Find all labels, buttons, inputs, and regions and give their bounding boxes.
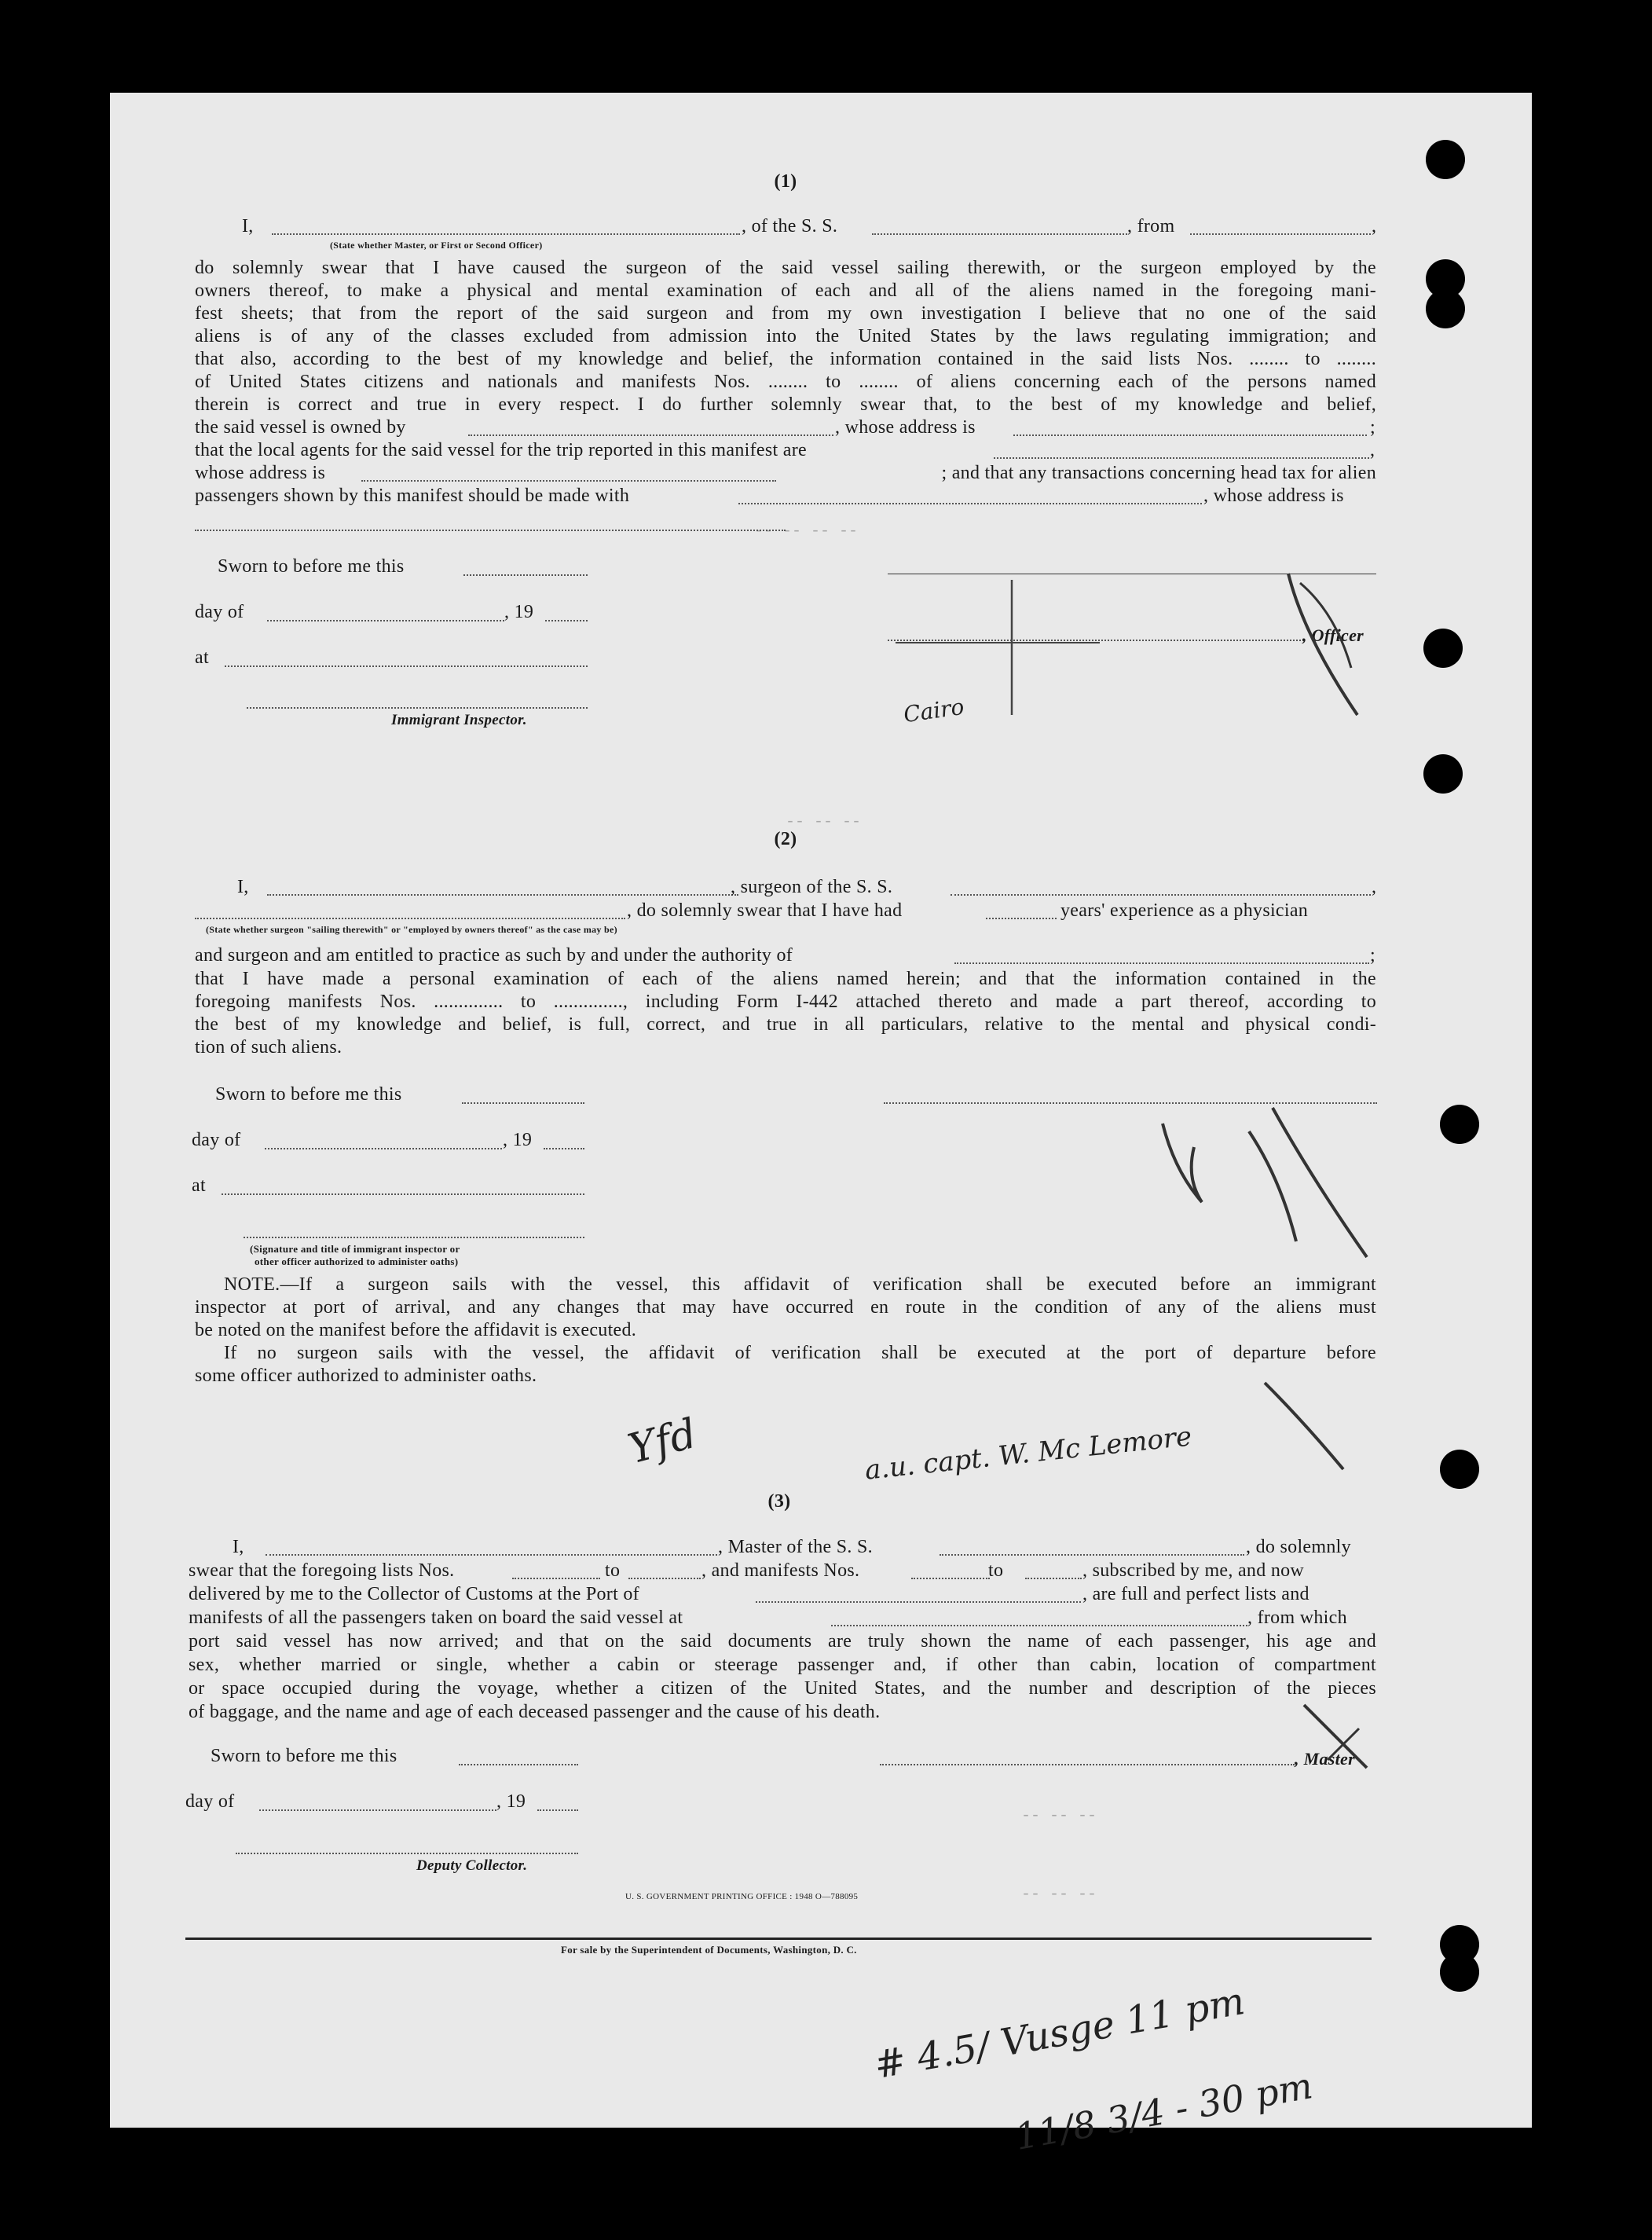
officer-rank-caption: (State whether Master, or First or Second Officer)	[330, 240, 543, 251]
at-label: at	[195, 647, 209, 668]
punch-hole	[1440, 1450, 1479, 1489]
pen-marks-1	[864, 550, 1383, 770]
section-2-heading: (2)	[774, 829, 797, 849]
to-label: to	[605, 1560, 621, 1581]
solemnly-swear-text: , do solemnly swear that I have had	[627, 900, 903, 921]
oath-text-line: sex, whether married or single, whether a cabin or steerage passenger and, if other than cabin, location of compartment	[189, 1655, 1376, 1675]
day-of-label: day of	[195, 602, 244, 622]
sworn-label: Sworn to before me this	[211, 1746, 397, 1766]
subscribed-label: , subscribed by me, and now	[1082, 1560, 1305, 1581]
oath-text-line: that also, according to the best of my knowledge and belief, the information contained in the said lists Nos. ........ to ........	[195, 349, 1376, 369]
comma: ,	[1370, 440, 1375, 460]
punch-hole	[1423, 629, 1463, 668]
comma: ,	[1372, 877, 1377, 897]
bleed-through-text: -- -- --	[1021, 1807, 1097, 1825]
embarkation-port-line	[831, 1625, 1247, 1626]
place-line	[225, 665, 588, 667]
bleed-through-text: -- -- --	[786, 813, 862, 831]
note-text-line: some officer authorized to administer oaths.	[195, 1366, 537, 1386]
years-line	[986, 918, 1057, 919]
whose-address-label: , whose address is	[1203, 486, 1344, 506]
of-the-ss-label: , of the S. S.	[742, 216, 838, 236]
punch-hole	[1423, 754, 1463, 794]
handwritten-note: Cairo	[902, 693, 966, 728]
authority-line	[954, 962, 1369, 964]
oath-text-line: of baggage, and the name and age of each deceased passenger and the cause of his death.	[189, 1702, 881, 1722]
comma: ,	[1372, 216, 1377, 236]
sworn-date-line	[463, 574, 588, 576]
inspector-signature-line	[247, 707, 588, 709]
whose-address-label: , whose address is	[835, 417, 976, 438]
section-3-heading: (3)	[767, 1491, 791, 1512]
oath-text-line: tion of such aliens.	[195, 1037, 342, 1058]
sworn-label: Sworn to before me this	[215, 1084, 402, 1105]
agents-line	[994, 457, 1369, 459]
handwritten-note: # 4.5/ Vusge 11 pm	[870, 1978, 1248, 2088]
sworn-date-line	[462, 1102, 584, 1104]
section-1-heading: (1)	[774, 171, 797, 192]
year-line	[544, 1148, 584, 1149]
authority-signature-line	[244, 1237, 584, 1238]
departure-port-line	[1190, 233, 1371, 235]
to-label: to	[988, 1560, 1004, 1581]
agent-address-line	[361, 480, 776, 482]
oath-text-line: therein is correct and true in every respect. I do further solemnly swear that, to the best of my knowledge and belief,	[195, 394, 1376, 415]
month-line	[265, 1148, 502, 1149]
inspector-title: Immigrant Inspector.	[391, 712, 527, 728]
head-tax-text: ; and that any transactions concerning head tax for alien	[941, 463, 1376, 483]
year-label: , 19	[503, 1130, 533, 1150]
note-text-line: inspector at port of arrival, and any changes that may have occurred en route in the condition of any of the aliens must	[195, 1297, 1376, 1318]
pronoun-i: I,	[242, 216, 254, 236]
collector-signature-line	[236, 1853, 578, 1854]
punch-hole	[1440, 1952, 1479, 1992]
footer-rule	[185, 1938, 1372, 1940]
oath-text-line: or space occupied during the voyage, whether a citizen of the United States, and the number and description of the pieces	[189, 1678, 1376, 1699]
surgeon-status-line	[195, 918, 625, 919]
oath-text-line: that I have made a personal examination of each of the aliens named herein; and that the information contained in the	[195, 969, 1376, 989]
surgeon-name-line	[267, 894, 738, 896]
oath-text-line: foregoing manifests Nos. .............. to .............., including Form I-442 attached thereto and made a part thereof, according to	[195, 992, 1376, 1012]
punch-hole	[1426, 140, 1465, 179]
master-name-line	[266, 1554, 717, 1556]
note-text-line: NOTE.—If a surgeon sails with the vessel, this affidavit of verification shall be executed before an immigrant	[224, 1274, 1376, 1295]
handwritten-note: a.u. capt. W. Mc Lemore	[863, 1421, 1193, 1487]
master-signature-line	[880, 1764, 1295, 1765]
pronoun-i: I,	[237, 877, 249, 897]
day-of-label: day of	[185, 1791, 235, 1812]
surgeon-status-caption: (State whether surgeon "sailing therewith" or "employed by owners thereof" as the case may be)	[206, 924, 617, 935]
collector-title: Deputy Collector.	[416, 1857, 528, 1874]
manifest-from-line	[911, 1578, 990, 1579]
vessel-name-line	[872, 233, 1127, 235]
signature-caption: (Signature and title of immigrant inspector or	[250, 1243, 460, 1255]
pronoun-i: I,	[233, 1537, 244, 1557]
place-line	[222, 1193, 584, 1195]
sworn-label: Sworn to before me this	[218, 556, 405, 577]
semicolon: ;	[1370, 945, 1375, 966]
bleed-through-text: -- -- --	[1021, 1886, 1097, 1904]
head-tax-contact-line	[738, 503, 1202, 504]
master-title: , Master	[1295, 1749, 1355, 1769]
from-label: , from	[1127, 216, 1175, 236]
signature-caption: other officer authorized to administer oaths)	[255, 1256, 459, 1267]
pen-mark	[1296, 1697, 1375, 1776]
master-of-ss-label: , Master of the S. S.	[718, 1537, 873, 1557]
full-perfect-label: , are full and perfect lists and	[1082, 1584, 1310, 1604]
oath-text-line: do solemnly swear that I have caused the surgeon of the said vessel sailing therewith, or the surgeon employed by the	[195, 258, 1376, 278]
printing-office-line: U. S. GOVERNMENT PRINTING OFFICE : 1948 O—788095	[625, 1892, 859, 1901]
arrival-port-line	[756, 1601, 1081, 1603]
lists-label: swear that the foregoing lists Nos.	[189, 1560, 455, 1581]
head-tax-address-line	[195, 530, 786, 531]
oath-text-line: owners thereof, to make a physical and mental examination of each and all of the aliens named in the foregoing mani-	[195, 280, 1376, 301]
manifest-to-line	[1025, 1578, 1082, 1579]
oath-text-line: the best of my knowledge and belief, is full, correct, and true in all particulars, relative to the mental and physical condi-	[195, 1014, 1376, 1035]
taken-on-board-label: manifests of all the passengers taken on board the said vessel at	[189, 1608, 683, 1628]
authority-label: and surgeon and am entitled to practice as such by and under the authority of	[195, 945, 793, 966]
collector-port-label: delivered by me to the Collector of Customs at the Port of	[189, 1584, 639, 1604]
year-line	[537, 1809, 578, 1811]
owned-by-label: the said vessel is owned by	[195, 417, 406, 438]
manifests-label: , and manifests Nos.	[701, 1560, 860, 1581]
handwritten-note: 11/8 3/4 - 30 pm	[1012, 2064, 1316, 2158]
semicolon: ;	[1370, 417, 1375, 438]
vessel-name-line	[940, 1554, 1244, 1556]
oath-text-line: port said vessel has now arrived; and that on the said documents are truly shown the name of each passenger, his age and	[189, 1631, 1376, 1652]
agent-address-label: whose address is	[195, 463, 326, 483]
month-line	[259, 1809, 496, 1811]
sworn-date-line	[459, 1764, 578, 1765]
punch-hole	[1426, 289, 1465, 328]
at-label: at	[192, 1175, 206, 1196]
officer-name-line	[272, 233, 740, 235]
oath-text-line: of United States citizens and nationals and manifests Nos. ........ to ........ of aliens concerning each of the persons named	[195, 372, 1376, 392]
surgeon-of-ss-label: , surgeon of the S. S.	[731, 877, 893, 897]
vessel-name-line	[951, 894, 1371, 896]
handwritten-note: Yfd	[623, 1410, 702, 1474]
oath-text-line: aliens is of any of the classes excluded from admission into the United States by the laws regulating immigration; and	[195, 326, 1376, 346]
oath-text-line: fest sheets; that from the report of the said surgeon and from my own investigation I believe that no one of the said	[195, 303, 1376, 324]
year-line	[545, 620, 588, 621]
local-agents-label: that the local agents for the said vessel for the trip reported in this manifest are	[195, 440, 807, 460]
list-from-line	[512, 1578, 600, 1579]
solemnly-label: , do solemnly	[1246, 1537, 1351, 1557]
passengers-label: passengers shown by this manifest should be made with	[195, 486, 630, 506]
from-which-label: , from which	[1247, 1608, 1347, 1628]
bleed-through-text: -- -- -- --	[754, 522, 859, 541]
day-of-label: day of	[192, 1130, 241, 1150]
year-label: , 19	[496, 1791, 526, 1812]
owner-line	[468, 434, 833, 436]
pen-mark	[1257, 1367, 1351, 1477]
list-to-line	[628, 1578, 701, 1579]
year-label: , 19	[504, 602, 534, 622]
officer-title: , Officer	[1302, 625, 1364, 645]
note-text-line: If no surgeon sails with the vessel, the affidavit of verification shall be executed at the port of departure before	[224, 1343, 1376, 1363]
month-line	[267, 620, 504, 621]
pen-marks-2	[1139, 1084, 1398, 1289]
punch-hole	[1440, 1105, 1479, 1144]
owner-address-line	[1013, 434, 1367, 436]
years-experience-text: years' experience as a physician	[1060, 900, 1309, 921]
sale-notice: For sale by the Superintendent of Documents, Washington, D. C.	[561, 1944, 857, 1956]
note-text-line: be noted on the manifest before the affidavit is executed.	[195, 1320, 637, 1340]
